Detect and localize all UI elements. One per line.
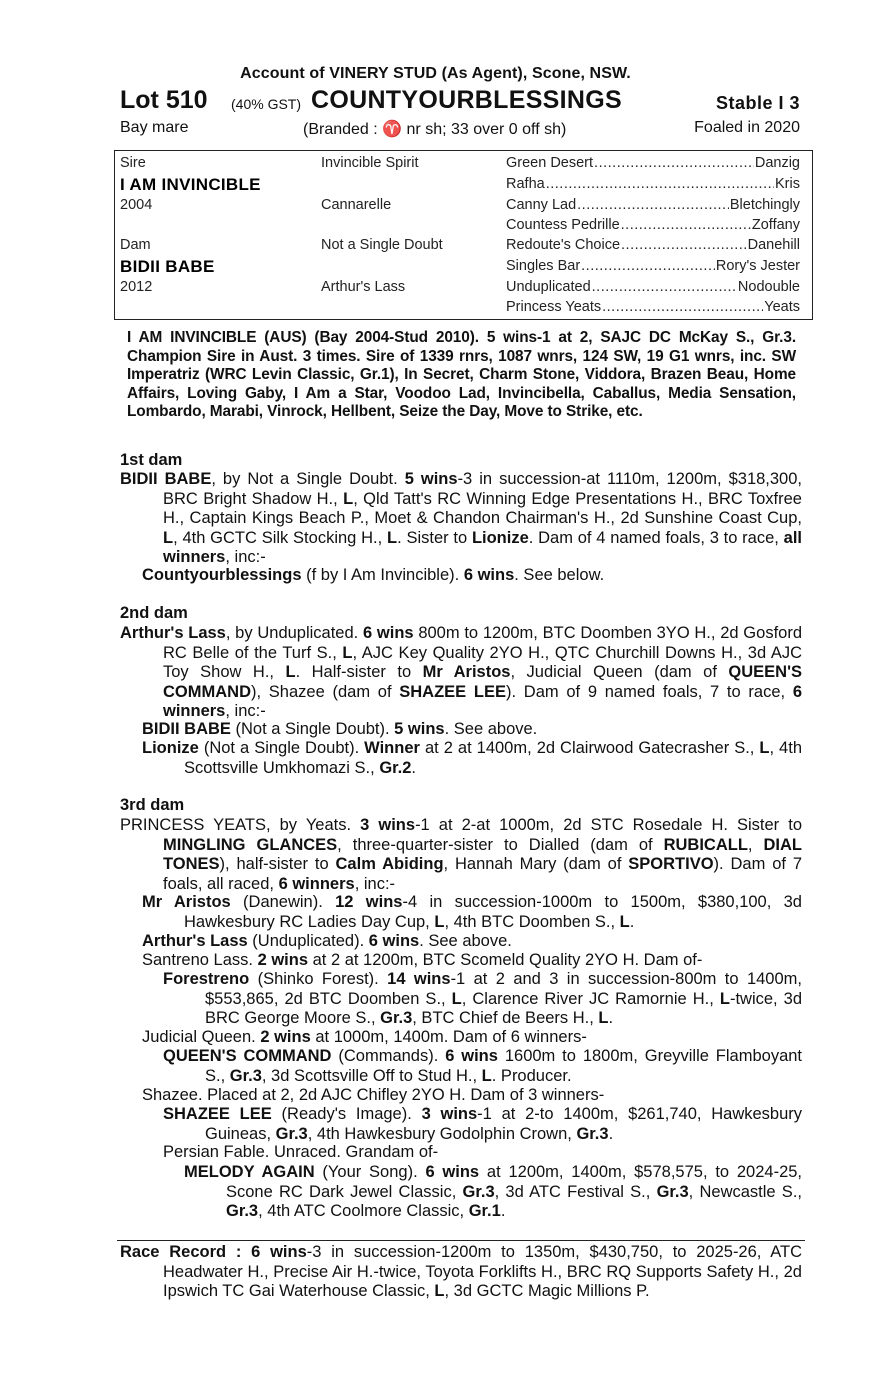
dam-sire: Not a Single Doubt — [321, 237, 443, 253]
grandprogeny-entry: QUEEN'S COMMAND (Commands). 6 wins 1600m to 1800m, Greyville Flamboyant S., Gr.3, 3d Scottsville Off to Stud H., L. Producer. — [163, 1047, 803, 1085]
progeny-entry: Shazee. Placed at 2, 2d AJC Chifley 2YO H. Dam of 3 winners- — [142, 1086, 605, 1104]
pedigree-g3-row: Princess Yeats ..... Yeats — [506, 299, 800, 315]
progeny-entry: Lionize (Not a Single Doubt). Winner at 2 at 1400m, 2d Clairwood Gatecrasher S., L, 4th Scottsville Umkhomazi S., Gr.2. — [142, 739, 802, 777]
progeny-entry: Arthur's Lass (Unduplicated). 6 wins. See above. — [142, 932, 512, 950]
sire-dam: Cannarelle — [321, 197, 392, 213]
sex-colour: Bay mare — [120, 119, 189, 136]
lot-line — [120, 86, 800, 118]
pedigree-g3-row: Canny Lad ..... Bletchingly — [506, 197, 800, 213]
first-dam-heading: 1st dam — [120, 451, 183, 469]
third-dam-heading: 3rd dam — [120, 796, 185, 814]
divider — [117, 1240, 805, 1241]
foaled-year: Foaled in 2020 — [694, 119, 800, 136]
sire-name: I AM INVINCIBLE — [120, 175, 261, 194]
pedigree-table — [114, 150, 813, 320]
progeny-entry: Judicial Queen. 2 wins at 1000m, 1400m. Dam of 6 winners- — [142, 1028, 587, 1046]
progeny-entry: Santreno Lass. 2 wins at 2 at 1200m, BTC Scomeld Quality 2YO H. Dam of- — [142, 951, 703, 969]
horse-name: COUNTYOURBLESSINGS — [311, 86, 622, 114]
dam-label: Dam — [120, 237, 151, 253]
grandprogeny-entry: Persian Fable. Unraced. Grandam of- — [163, 1143, 439, 1161]
pedigree-g3-row: Redoute's Choice ..... Danehill — [506, 237, 800, 253]
pedigree-g3-row: Countess Pedrille ..... Zoffany — [506, 217, 800, 233]
divider — [114, 319, 811, 320]
pedigree-g3-row: Rafha ..... Kris — [506, 176, 800, 192]
progeny-entry: Countyourblessings (f by I Am Invincible). 6 wins. See below. — [142, 566, 605, 584]
dam-name: BIDII BABE — [120, 257, 215, 276]
pedigree-g3-row: Unduplicated ..... Nodouble — [506, 279, 800, 295]
second-dam-heading: 2nd dam — [120, 604, 188, 622]
sire-summary: I AM INVINCIBLE (AUS) (Bay 2004-Stud 2010). 5 wins-1 at 2, SAJC DC McKay S., Gr.3. Champion Sire in Aust. 3 times. Sire of 1339 rnrs, 1087 wnrs, 124 SW, 19 G1 wnrs, inc. SW Imperatriz (WRC Levin Classic, Gr.1), In Secret, Charm Stone, Viddora, Brazen Beau, Home Affairs, Loving Gaby, I Am a Star, Voodoo Lad, Invincibella, Caballus, Media Sensation, Lombardo, Marabi, Vinrock, Hellbent, Seize the Day, Move to Strike, etc. — [127, 329, 796, 420]
dam-dam: Arthur's Lass — [321, 279, 406, 295]
great-grandprogeny-entry: MELODY AGAIN (Your Song). 6 wins at 1200m, 1400m, $578,575, to 2024-25, Scone RC Dark Jewel Classic, Gr.3, 3d ATC Festival S., Gr.3, Newcastle S., Gr.3, 4th ATC Coolmore Classic, Gr.1. — [184, 1163, 803, 1221]
third-dam-entry: PRINCESS YEATS, by Yeats. 3 wins-1 at 2-at 1000m, 2d STC Rosedale H. Sister to MINGLING GLANCES, three-quarter-sister to Dialled (dam of RUBICALL, DIAL TONES), half-sister to Calm Abiding, Hannah Mary (dam of SPORTIVO). Dam of 7 foals, all raced, 6 winners, inc:- — [120, 816, 803, 893]
brand-note: (Branded : ♈ nr sh; 33 over 0 off sh) — [303, 121, 567, 138]
dam-year: 2012 — [120, 279, 153, 295]
sire-year: 2004 — [120, 197, 153, 213]
grandprogeny-entry: Forestreno (Shinko Forest). 14 wins-1 at 2 and 3 in succession-800m to 1400m, $553,865, 2d BTC Doomben S., L, Clarence River JC Ramornie H., L-twice, 3d BRC George Moore S., Gr.3, BTC Chief de Beers H., L. — [163, 970, 803, 1028]
second-dam-entry: Arthur's Lass, by Unduplicated. 6 wins 800m to 1200m, BTC Doomben 3YO H., 2d Gosford RC Belle of the Turf S., L, AJC Key Quality 2YO H., QTC Churchill Downs H., 3d AJC Toy Show H., L. Half-sister to Mr Aristos, Judicial Queen (dam of QUEEN'S COMMAND), Shazee (dam of SHAZEE LEE). Dam of 9 named foals, 7 to race, 6 winners, inc:- — [120, 624, 802, 721]
sire-label: Sire — [120, 155, 146, 171]
gst-note: (40% GST) — [231, 96, 302, 112]
grandprogeny-entry: SHAZEE LEE (Ready's Image). 3 wins-1 at 2-to 1400m, $261,740, Hawkesbury Guineas, Gr.3, 4th Hawkesbury Godolphin Crown, Gr.3. — [163, 1105, 803, 1143]
progeny-entry: BIDII BABE (Not a Single Doubt). 5 wins. See above. — [142, 720, 538, 738]
pedigree-g3-row: Green Desert ..... Danzig — [506, 155, 800, 171]
sire-sire: Invincible Spirit — [321, 155, 419, 171]
vendor-account: Account of VINERY STUD (As Agent), Scone, NSW. — [240, 65, 631, 82]
pedigree-g3-row: Singles Bar ..... Rory's Jester — [506, 258, 800, 274]
progeny-entry: Mr Aristos (Danewin). 12 wins-4 in succession-1000m to 1500m, $380,100, 3d Hawkesbury RC Ladies Day Cup, L, 4th BTC Doomben S., L. — [142, 893, 802, 931]
race-record: Race Record : 6 wins-3 in succession-1200m to 1350m, $430,750, to 2025-26, ATC Headwater H., Precise Air H.-twice, Toyota Forklifts H., BRC RQ Supports Safety H., 2d Ipswich TC Gai Waterhouse Classic, L, 3d GCTC Magic Millions P. — [120, 1243, 803, 1301]
stable-location: Stable I 3 — [715, 93, 800, 113]
first-dam-entry: BIDII BABE, by Not a Single Doubt. 5 wins-3 in succession-at 1110m, 1200m, $318,300, BRC Bright Shadow H., L, Qld Tatt's RC Winning Edge Presentations H., BRC Toxfree H., Captain Kings Beach P., Moet & Chandon Chairman's H., 2d Sunshine Coast Cup, L, 4th GCTC Silk Stocking H., L. Sister to Lionize. Dam of 4 named foals, 3 to race, all winners, inc:- — [120, 470, 802, 567]
lot-number: Lot 510 — [120, 86, 208, 114]
